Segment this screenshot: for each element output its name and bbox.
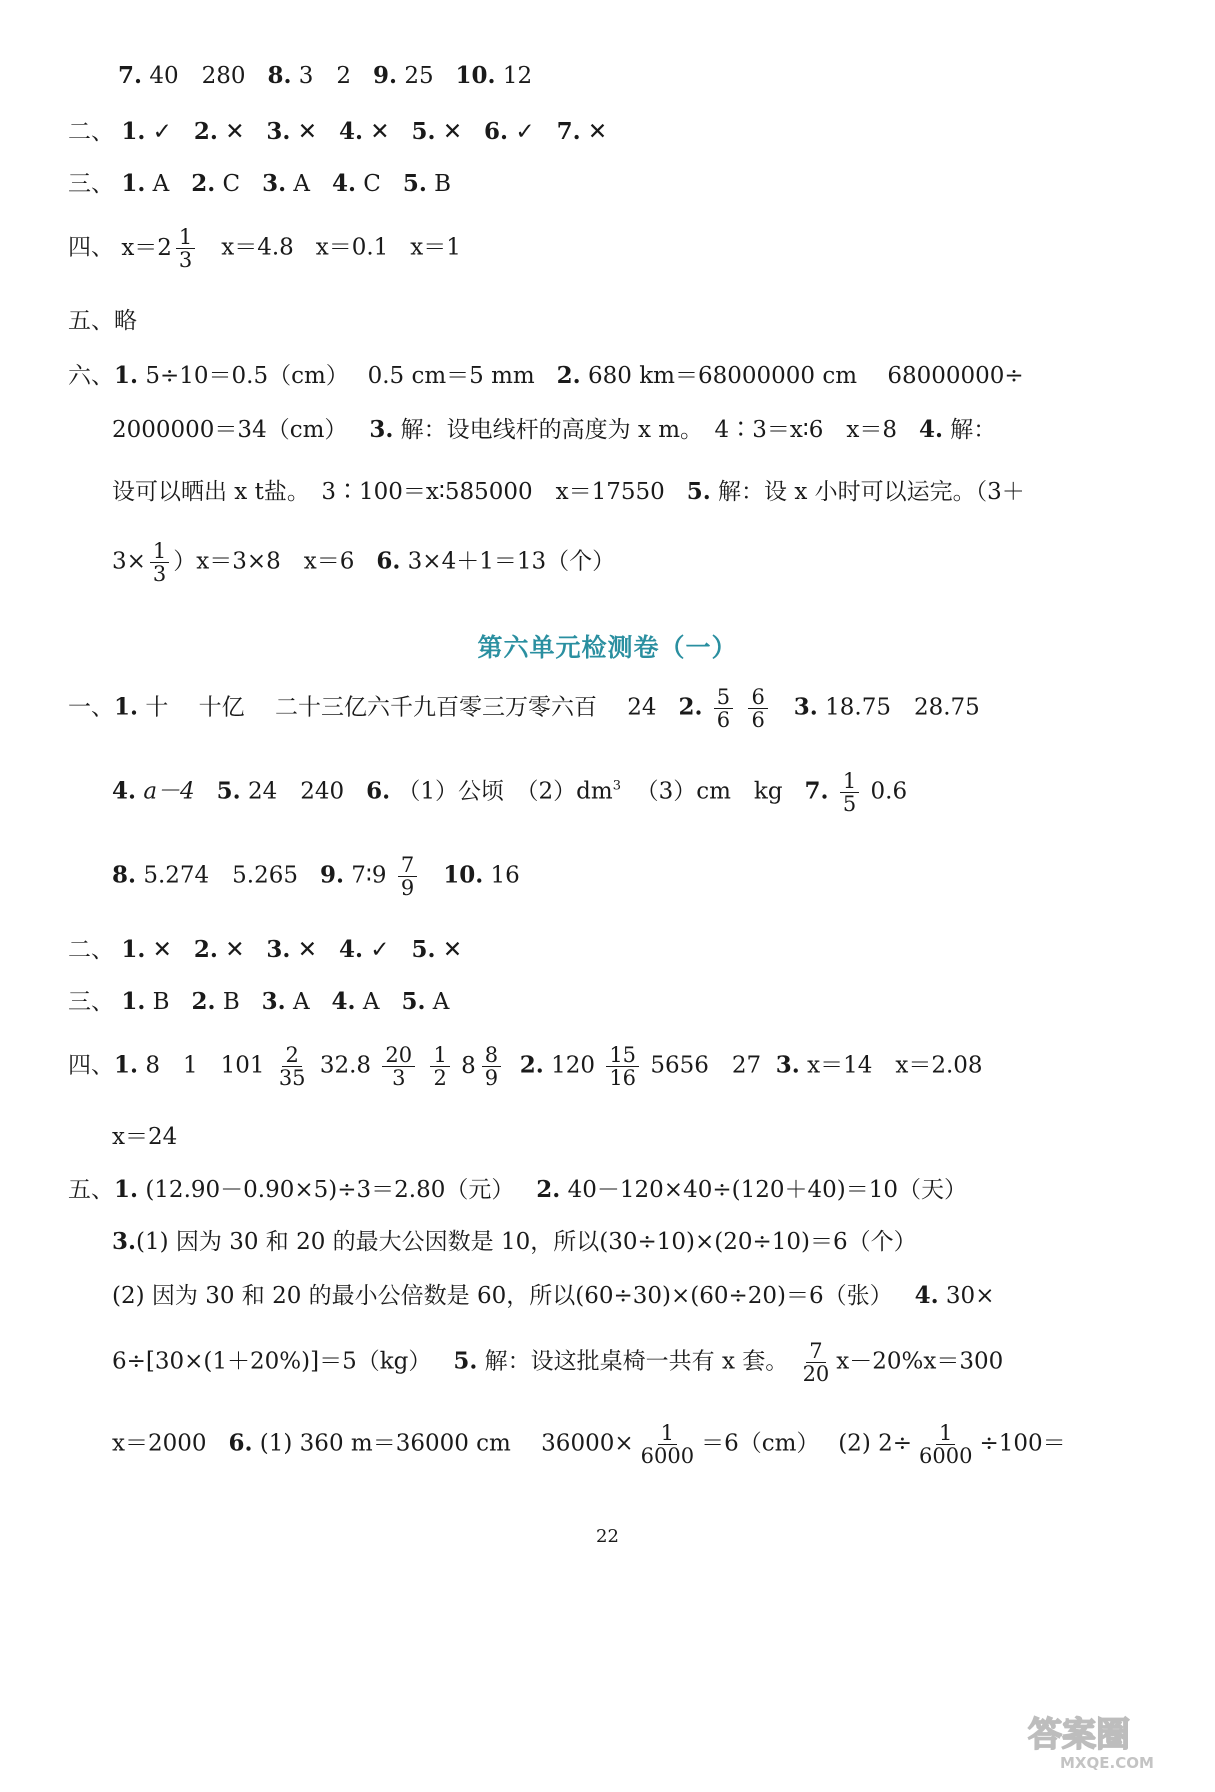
prev-row-1: 7. 40 280 8. 3 2 9. 25 10. 12 [118,62,533,89]
fraction: $\frac{1}{2}$ [430,1044,449,1089]
fraction: $\frac{6}{6}$ [748,686,767,731]
fraction: $\frac{15}{16}$ [606,1044,639,1089]
unit6-section-1-line-1: 一、1. 十 十亿 二十三亿六千九百零三万零六百 24 2. $\frac{5}{6}$ $\frac{6}{6}$ 3. 18.75 28.75 [68,685,980,733]
fraction: $\frac{1}{6000}$ [640,1421,695,1469]
watermark-logo [1020,1704,1195,1774]
prev-section-6-line-4: 3× $\frac{1}{3}$ ）x＝3×8 x＝6 6. 3×4＋1＝13（个） [112,539,616,587]
prev-section-6-line-1: 六、1. 5÷10＝0.5（cm） 0.5 cm＝5 mm 2. 680 km＝68000000 cm 68000000÷ [68,362,1024,389]
prev-section-4: 四、 x＝2 $\frac{1}{3}$ x＝4.8 x＝0.1 x＝1 [68,225,461,273]
watermark-logo-icon [1020,1704,1195,1774]
fraction: $\frac{1}{3}$ [176,226,195,271]
unit-title: 第六单元检测卷（一） [477,633,738,662]
unit6-section-5-line-3: (2) 因为 30 和 20 的最小公倍数是 60，所以(60÷30)×(60÷20)＝6（张） 4. 30× [112,1282,995,1309]
fraction: $\frac{1}{3}$ [150,540,169,585]
fraction: $\frac{2}{35}$ [278,1043,306,1091]
unit6-section-1-line-2: 4. a－4 5. 24 240 6. （1）公顷 $(2)dm^3$ （3）cm kg 7. $\frac{1}{5}$ 0.6 [112,769,908,817]
fraction: $\frac{8}{9}$ [482,1044,501,1089]
unit6-section-3: 三、 1. B 2. B 3. A 4. A 5. A [68,988,450,1015]
unit6-section-5-line-4: 6÷[30×(1＋20%)]＝5（kg） 5. 解：设这批桌椅一共有 x 套。 $\frac{7}{20}$ x－20%x＝300 [112,1339,1004,1387]
prev-section-6-line-2: 2000000＝34（cm） 3. 解：设电线杆的高度为 x m。 4∶3＝x∶6 x＝8 4. 解： [112,416,997,443]
unit6-section-5-line-1: 五、1. (12.90－0.90×5)÷3＝2.80（元） 2. 40－120×40÷(120＋40)＝10（天） [68,1176,967,1203]
unit6-section-5-line-5: x＝2000 6. (1) 360 m＝36000 cm 36000× $\frac{1}{6000}$ ＝6（cm） (2) 2÷ $\frac{1}{6000}$ ÷100＝ [112,1421,1066,1469]
unit6-section-2: 二、 1. ✕ 2. ✕ 3. ✕ 4. ✓ 5. ✕ [68,936,463,963]
prev-section-3: 三、 1. A 2. C 3. A 4. C 5. B [68,170,452,197]
prev-section-2: 二、 1. ✓ 2. ✕ 3. ✕ 4. ✕ 5. ✕ 6. ✓ 7. ✕ [68,118,608,145]
fraction: $\frac{20}{3}$ [382,1044,415,1089]
prev-section-5: 五、略 [68,308,137,334]
fraction: $\frac{7}{9}$ [398,854,417,899]
watermark-subtext: MXQE.COM [1060,1754,1154,1772]
unit6-section-5-line-2: 3.(1) 因为 30 和 20 的最大公因数是 10，所以(30÷10)×(20÷10)＝6（个） [112,1228,917,1255]
fraction: $\frac{5}{6}$ [714,686,733,731]
fraction: $\frac{1}{5}$ [840,770,859,815]
unit6-section-4-line-1: 四、1. 8 1 101 $\frac{2}{35}$ 32.8 $\frac{20}{3}$ $\frac{1}{2}$ 8 $\frac{8}{9}$ 2. 120 $\frac{15}{16}$ 5656 27 3. x＝14 x＝2.08 [68,1043,983,1091]
fraction: $\frac{7}{20}$ [802,1339,830,1387]
page-number: 22 [596,1526,619,1547]
prev-section-6-line-3: 设可以晒出 x t盐。 3∶100＝x∶585000 x＝17550 5. 解：设 x 小时可以运完。（3＋ [112,478,1025,505]
unit6-section-1-line-3: 8. 5.274 5.265 9. 7∶9 $\frac{7}{9}$ 10. 16 [112,853,520,901]
unit6-section-4-line-2: x＝24 [112,1124,178,1150]
watermark-text: 答案圈 [1028,1715,1130,1755]
fraction: $\frac{1}{6000}$ [919,1421,973,1469]
